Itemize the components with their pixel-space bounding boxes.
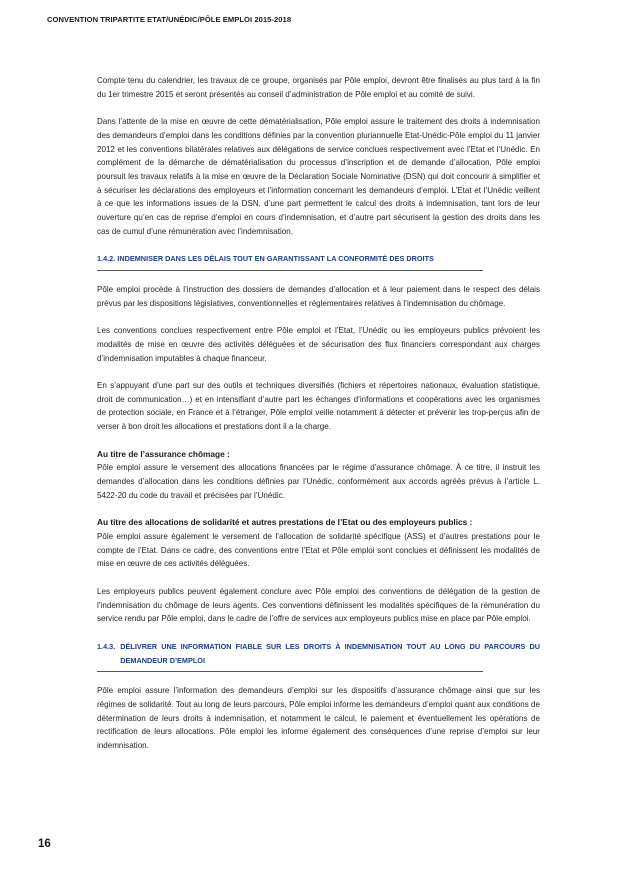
- section-number: 1.4.2.: [97, 254, 116, 264]
- paragraph-employeurs-publics: Les employeurs publics peuvent également conclure avec Pôle emploi des conventions de délégation de la gestion de l’indemnisation du chômage de leurs agents. Ces conventions définissent les modalités spécifiques de la rémunération du service rendu par Pôle emploi, dans le cadre de l’offre de services aux employeurs publics mise en place par Pôle emploi.: [97, 587, 540, 624]
- subheading-assurance-chomage: Au titre de l’assurance chômage :: [97, 448, 230, 459]
- running-header: CONVENTION TRIPARTITE ETAT/UNÉDIC/PÔLE EMPLOI 2015-2018: [47, 15, 292, 24]
- paragraph-outils: En s’appuyant d’une part sur des outils et techniques diversifiés (fichiers et répertoires nationaux, évaluation statistique, droit de communication…) et en intensifiant d’autre part les échanges d’informations et coopérations avec les organismes de protection sociale, en France et à l’étranger, Pôle emploi veille notamment à détecter et prévenir les trop-perçus afin de verser à bon droit les allocations et prestations dont il a la charge.: [97, 381, 540, 432]
- document-body: [97, 74, 540, 753]
- paragraph-conventions: Les conventions conclues respectivement entre Pôle emploi et l’Etat, l’Unédic ou les employeurs publics prévoient les modalités de mise en œuvre des activités déléguées et de sécurisation des flux financiers correspondant aux charges d’indemnisation imputables à chaque financeur.: [97, 326, 540, 363]
- subheading-solidarite: Au titre des allocations de solidarité et autres prestations de l’Etat ou des employeurs publics :: [97, 517, 473, 528]
- page-number: 16: [38, 838, 51, 850]
- section-heading-1-4-2: [97, 252, 540, 271]
- paragraph-solidarite: Pôle emploi assure également le versement de l’allocation de solidarité spécifique (ASS) et d’autres prestations pour le compte de l’Etat. Dans ce cadre, des conventions entre l’Etat et Pôle emploi sont conclues et définissent les modalités de mise en œuvre de ces activités déléguées.: [97, 532, 540, 569]
- section-title: DÉLIVRER UNE INFORMATION FIABLE SUR LES DROITS À INDEMNISATION TOUT AU LONG DU PARCOURS DU DEMANDEUR D’EMPLOI: [120, 642, 540, 665]
- paragraph-dematerialisation: Dans l’attente de la mise en œuvre de cette dématérialisation, Pôle emploi assure le traitement des droits à indemnisation des demandeurs d’emploi dans les conditions définies par la convention pluriannuelle Etat-Unédic-Pôle emploi du 11 janvier 2012 et les conventions bilatérales relatives aux délégations de service conclues respectivement avec l’Etat et l’Unédic. En complément de la démarche de dématérialisation du processus d’inscription et de demande d’allocation, Pôle emploi poursuit les travaux relatifs à la mise en œuvre de la Déclaration Sociale Nominative (DSN) qui doit concourir à simplifier et à sécuriser les déclarations des employeurs et l’information concernant les demandeurs d’emploi. L’Etat et l’Unédic veillent à ce que les informations issues de la DSN, d’une part permettent le calcul des droits à indemnisation, tant lors de leur ouverture qu’en cas de reprise d’emploi en cours d’indemnisation, et d’autre part sécurisent la gestion des droits dans les cas de cumul d’une rémunération avec l’indemnisation.: [97, 117, 540, 236]
- paragraph-calendar: Compte tenu du calendrier, les travaux de ce groupe, organisés par Pôle emploi, devront être finalisés au plus tard à la fin du 1er trimestre 2015 et seront présentés au conseil d’administration de Pôle emploi et au comité de suivi.: [97, 76, 540, 99]
- paragraph-information: Pôle emploi assure l’information des demandeurs d’emploi sur les dispositifs d’assurance chômage ainsi que sur les régimes de solidarité. Tout au long de leurs parcours, Pôle emploi informe les demandeurs d’emploi quant aux conditions de détermination de leurs droits à indemnisation, et notamment le calcul, le paiement et éventuellement les opérations de rectification de leurs allocations. Pôle emploi les informe également des conséquences d’une reprise d’emploi sur leur indemnisation.: [97, 686, 540, 750]
- section-title: INDEMNISER DANS LES DÉLAIS TOUT EN GARANTISSANT LA CONFORMITÉ DES DROITS: [117, 254, 434, 264]
- paragraph-instruction: Pôle emploi procède à l’instruction des dossiers de demandes d’allocation et à leur paiement dans le respect des délais prévus par les dispositions législatives, conventionnelles et réglementaires relatives à l’indemnisation du chômage.: [97, 284, 540, 308]
- section-heading-1-4-3: [97, 640, 540, 667]
- paragraph-assurance-chomage: Pôle emploi assure le versement des allocations financées par le régime d’assurance chômage. À ce titre, il instruit les demandes d’allocation dans les conditions définies par l’Unédic, conformément aux accords agréés prévus à l’article L. 5422-20 du code du travail et précisées par l’Unédic.: [97, 463, 540, 500]
- section-number: 1.4.3.: [97, 642, 116, 651]
